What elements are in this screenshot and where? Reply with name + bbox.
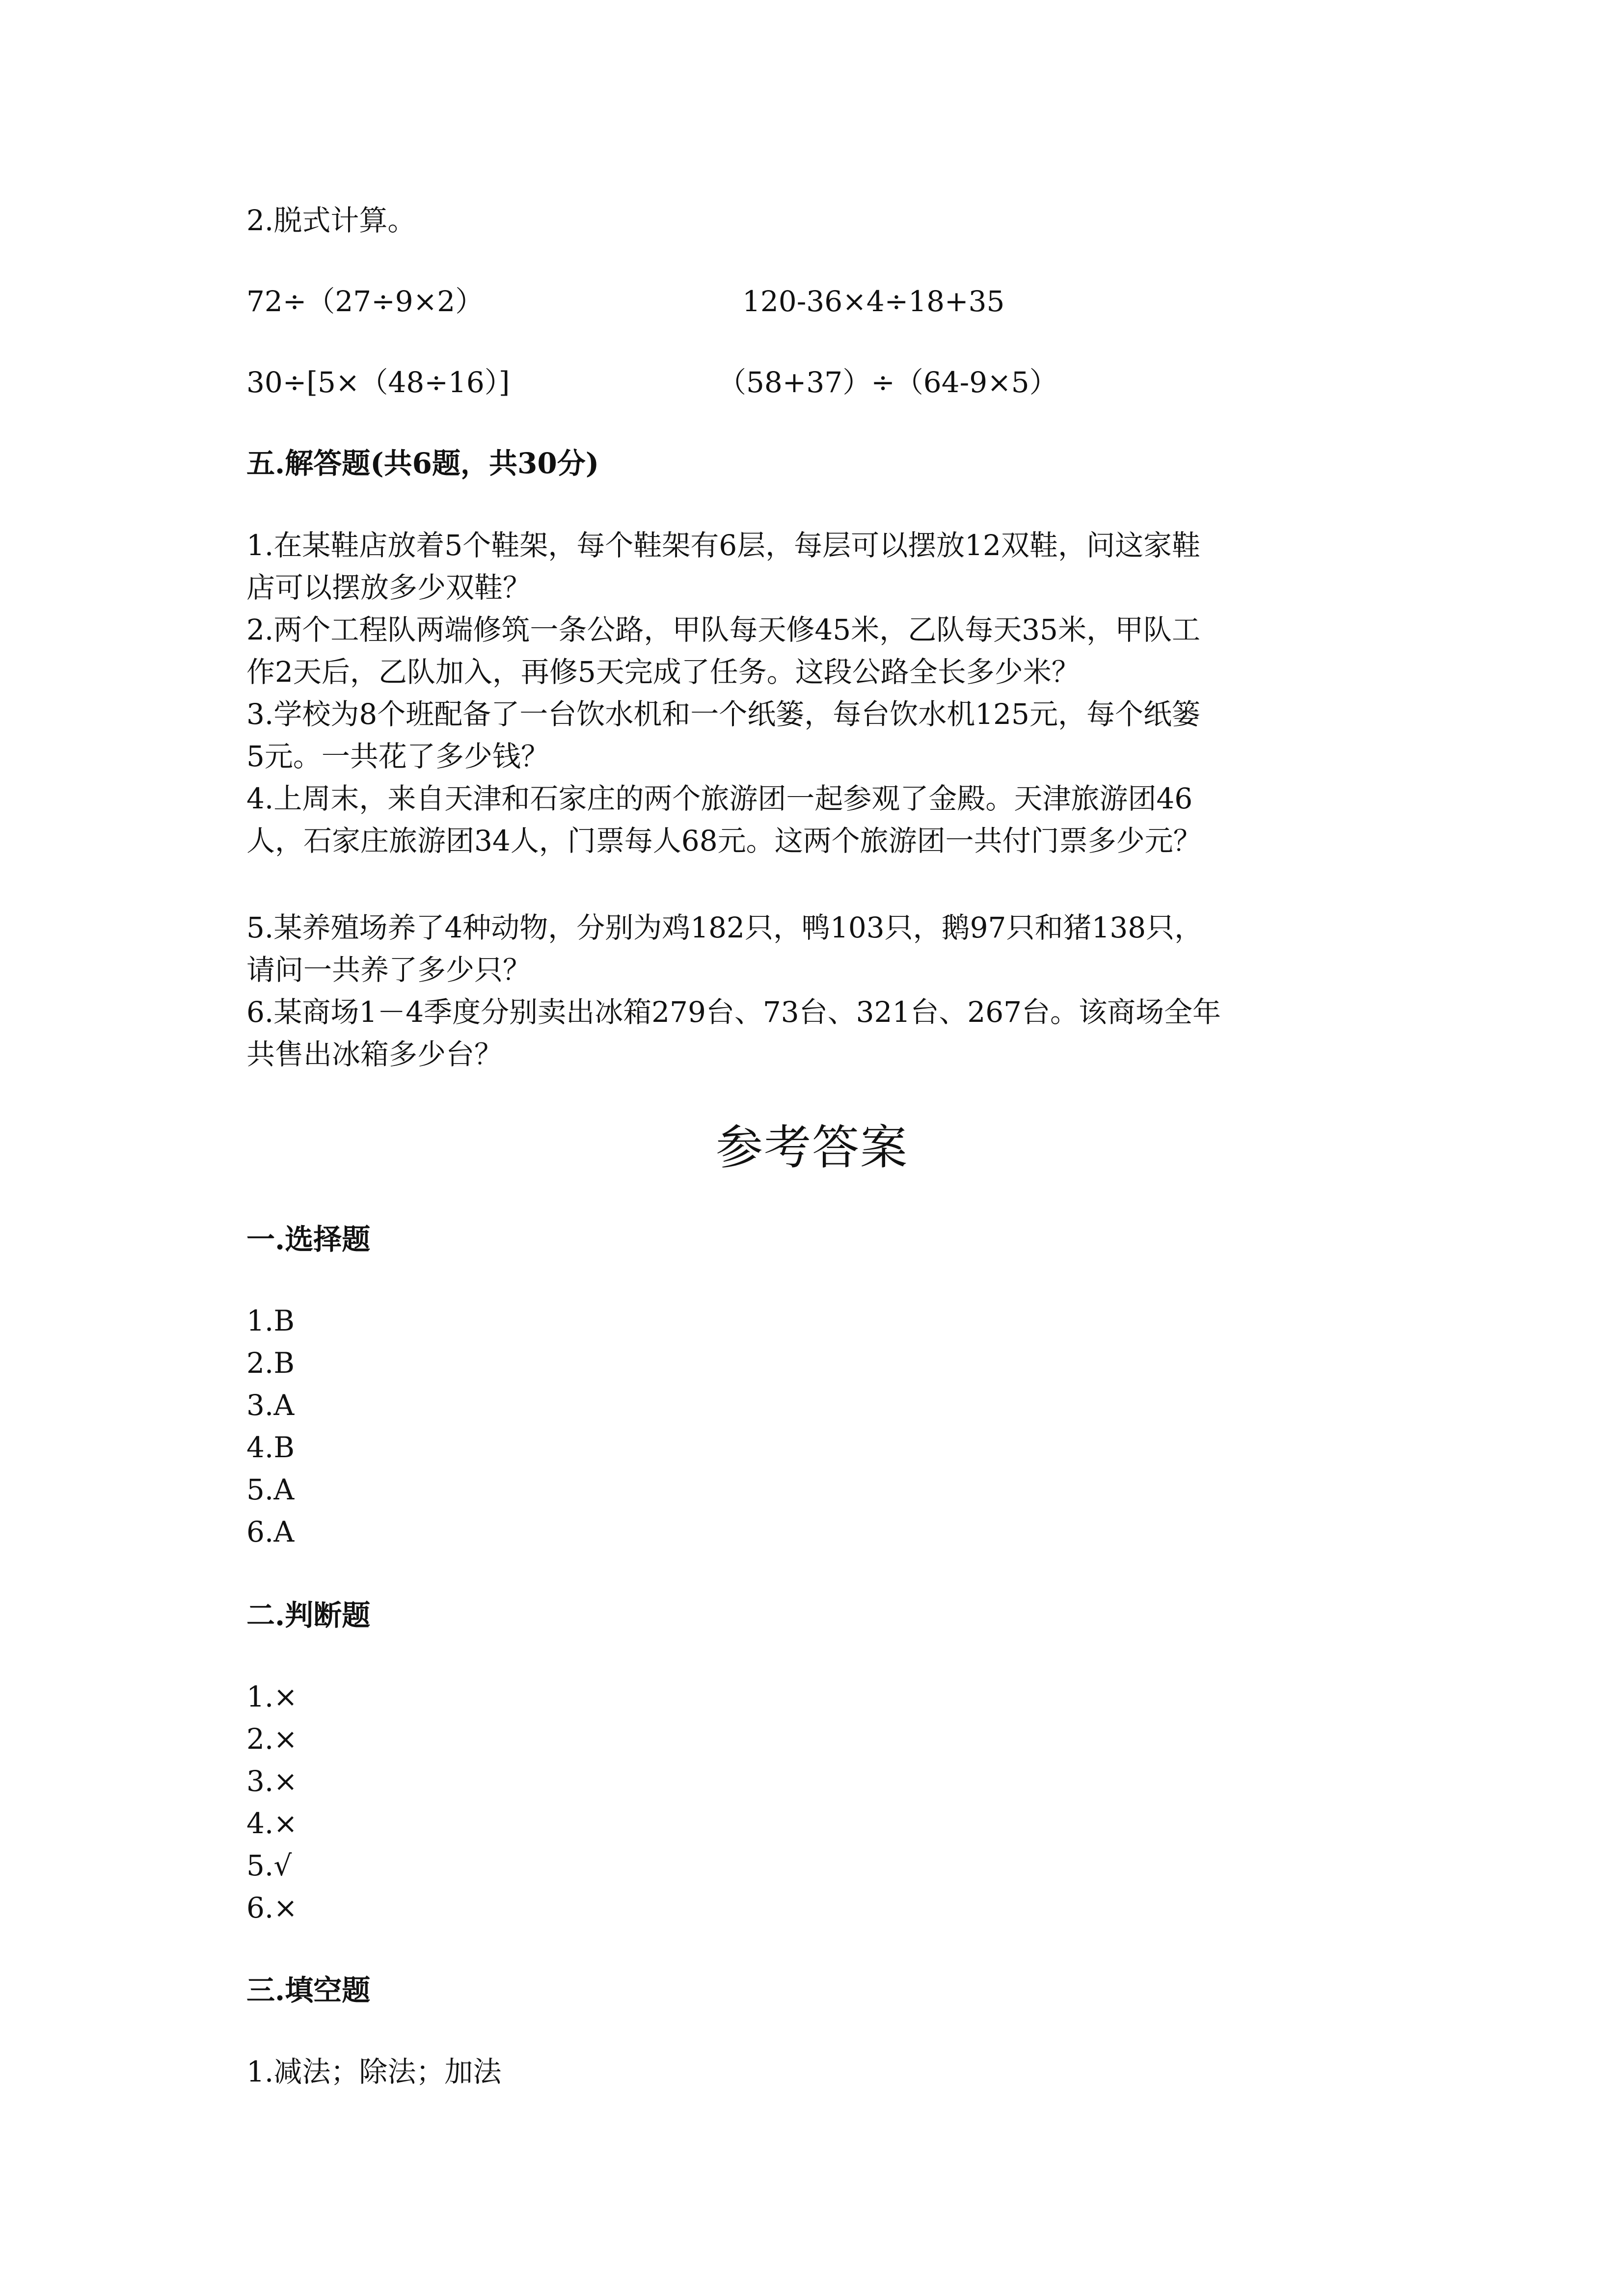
choice-heading: 一.选择题	[246, 1223, 371, 1256]
question-3-line-1: 3.学校为8个班配备了一台饮水机和一个纸篓，每台饮水机125元，每个纸篓	[246, 697, 1200, 731]
question-4-line-2: 人，石家庄旅游团34人，门票每人68元。这两个旅游团一共付门票多少元？	[246, 824, 1202, 857]
choice-answer-2: 2.B	[246, 1346, 295, 1380]
expression-1: 72÷（27÷9×2）	[246, 285, 484, 318]
question-5-line-2: 请问一共养了多少只？	[246, 953, 532, 987]
calc-heading: 2.脱式计算。	[246, 204, 416, 237]
question-2-line-1: 2.两个工程队两端修筑一条公路，甲队每天修45米，乙队每天35米，甲队工	[246, 613, 1200, 646]
answers-title: 参考答案	[716, 1120, 908, 1175]
judge-answer-2: 2.×	[246, 1722, 298, 1756]
fill-answer-1: 1.减法；除法；加法	[246, 2055, 502, 2088]
expression-4: （58+37）÷（64-9×5）	[718, 366, 1058, 399]
choice-answer-4: 4.B	[246, 1431, 295, 1464]
judge-answer-5: 5.√	[246, 1849, 292, 1882]
choice-answers	[246, 1300, 1385, 1553]
judge-answers	[246, 1676, 1385, 1929]
judge-answer-3: 3.×	[246, 1764, 298, 1798]
judge-heading: 二.判断题	[246, 1599, 371, 1632]
question-4-line-1: 4.上周末，来自天津和石家庄的两个旅游团一起参观了金殿。天津旅游团46	[246, 782, 1193, 815]
expression-2: 120-36×4÷18+35	[742, 285, 1005, 318]
judge-answer-1: 1.×	[246, 1680, 298, 1713]
question-6-line-1: 6.某商场1－4季度分别卖出冰箱279台、73台、321台、267台。该商场全年	[246, 995, 1221, 1029]
questions-group-a	[246, 524, 1385, 862]
judge-answer-6: 6.×	[246, 1891, 298, 1924]
question-3-line-2: 5元。一共花了多少钱？	[246, 740, 549, 773]
choice-answer-6: 6.A	[246, 1515, 295, 1548]
fill-answers	[246, 2051, 1385, 2093]
question-2-line-2: 作2天后，乙队加入，再修5天完成了任务。这段公路全长多少米？	[246, 655, 1080, 689]
section5-heading: 五.解答题(共6题，共30分)	[246, 447, 599, 480]
choice-answer-5: 5.A	[246, 1473, 295, 1506]
question-5-line-1: 5.某养殖场养了4种动物，分别为鸡182只，鸭103只，鹅97只和猪138只，	[246, 911, 1203, 944]
choice-answer-1: 1.B	[246, 1304, 295, 1337]
choice-answer-3: 3.A	[246, 1388, 295, 1422]
questions-group-b	[246, 907, 1385, 1075]
judge-answer-4: 4.×	[246, 1807, 298, 1840]
expression-3: 30÷[5×（48÷16）]	[246, 366, 510, 399]
question-1-line-2: 店可以摆放多少双鞋？	[246, 571, 532, 604]
fill-heading: 三.填空题	[246, 1974, 371, 2007]
question-1-line-1: 1.在某鞋店放着5个鞋架，每个鞋架有6层，每层可以摆放12双鞋，问这家鞋	[246, 529, 1200, 562]
question-6-line-2: 共售出冰箱多少台？	[246, 1038, 503, 1071]
